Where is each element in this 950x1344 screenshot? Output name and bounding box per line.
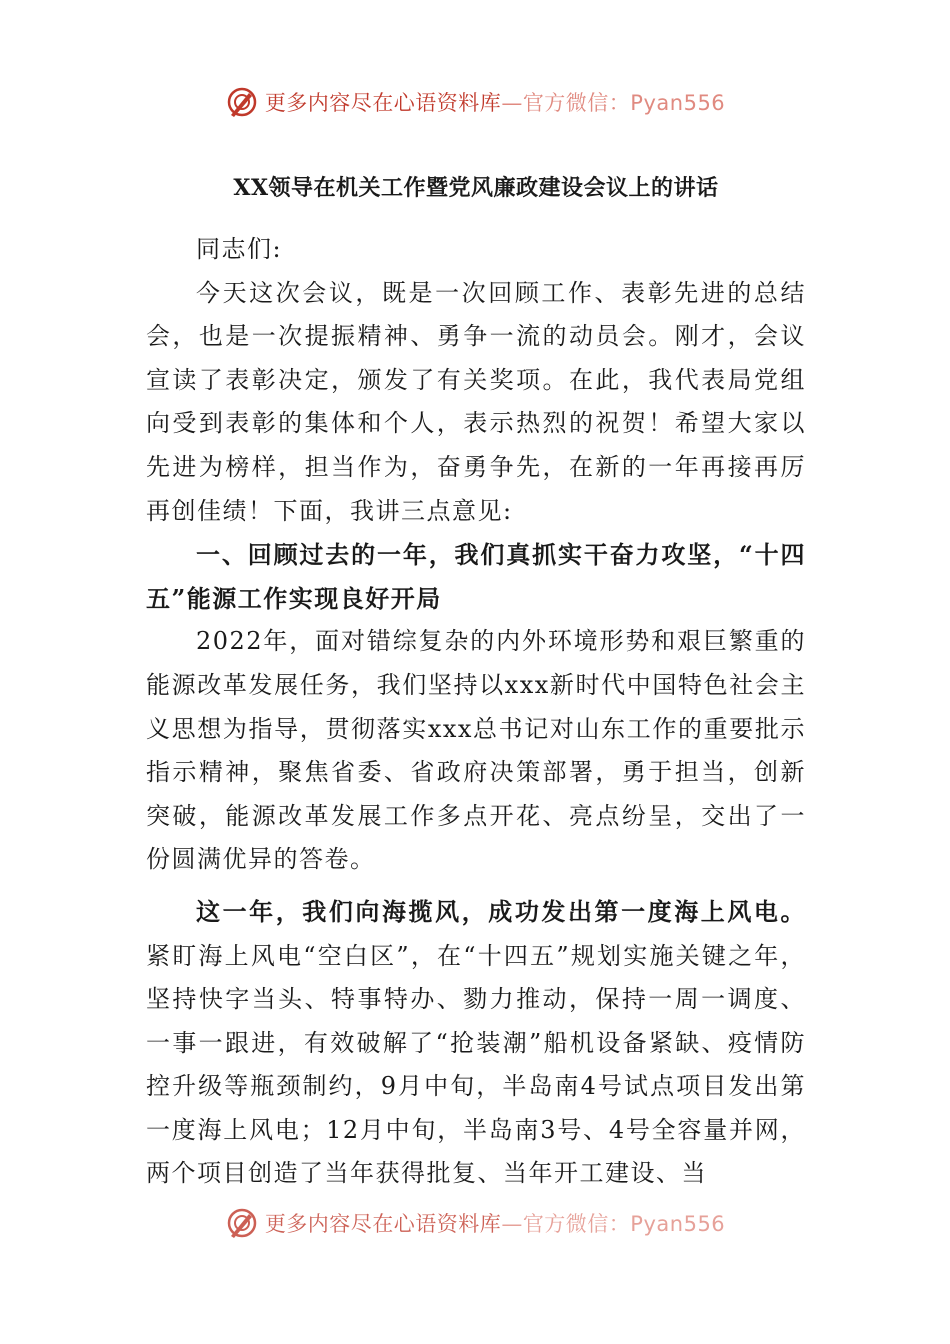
document-body [146, 168, 806, 1196]
watermark-suffix: —官方微信：Pyan556 [501, 1212, 726, 1236]
section-1-paragraph: 2022年，面对错综复杂的内外环境形势和艰巨繁重的能源改革发展任务，我们坚持以xxx新时代中国特色社会主义思想为指导，贯彻落实xxx总书记对山东工作的重要批示指示精神，聚焦省委、省政府决策部署，勇于担当，创新突破，能源改革发展工作多点开花、亮点纷呈，交出了一份圆满优异的答卷。 [146, 627, 806, 874]
salutation: 同志们: [196, 235, 283, 263]
document-title: XX领导在机关工作暨党风廉政建设会议上的讲话 [233, 175, 719, 201]
watermark-text: 更多内容尽在心语资料库 [264, 91, 502, 115]
pen-circle-logo-icon [225, 85, 259, 119]
pen-circle-logo-icon [225, 1207, 259, 1239]
paragraph-spacer [146, 882, 806, 890]
point-1-paragraph [146, 890, 806, 1196]
section-1-heading: 一、回顾过去的一年，我们真抓实干奋力攻坚，“十四五”能源工作实现良好开局 [146, 540, 806, 613]
watermark-header [0, 84, 950, 120]
watermark-footer [0, 1207, 950, 1239]
watermark-suffix: —官方微信：Pyan556 [501, 91, 726, 115]
watermark-text: 更多内容尽在心语资料库 [264, 1212, 502, 1236]
intro-paragraph: 今天这次会议，既是一次回顾工作、表彰先进的总结会，也是一次提振精神、勇争一流的动员会。刚才，会议宣读了表彰决定，颁发了有关奖项。在此，我代表局党组向受到表彰的集体和个人，表示热烈的祝贺！希望大家以先进为榜样，担当作为，奋勇争先，在新的一年再接再厉再创佳绩！下面，我讲三点意见: [146, 278, 806, 525]
point-1-body: 紧盯海上风电“空白区”，在“十四五”规划实施关键之年，坚持快字当头、特事特办、勠力推动，保持一周一调度、一事一跟进，有效破解了“抢装潮”船机设备紧缺、疫情防控升级等瓶颈制约，9月中旬，半岛南4号试点项目发出第一度海上风电；12月中旬，半岛南3号、4号全容量并网，两个项目创造了当年获得批复、当年开工建设、当 [146, 941, 806, 1188]
point-1-lead: 这一年，我们向海揽风，成功发出第一度海上风电。 [196, 896, 806, 926]
